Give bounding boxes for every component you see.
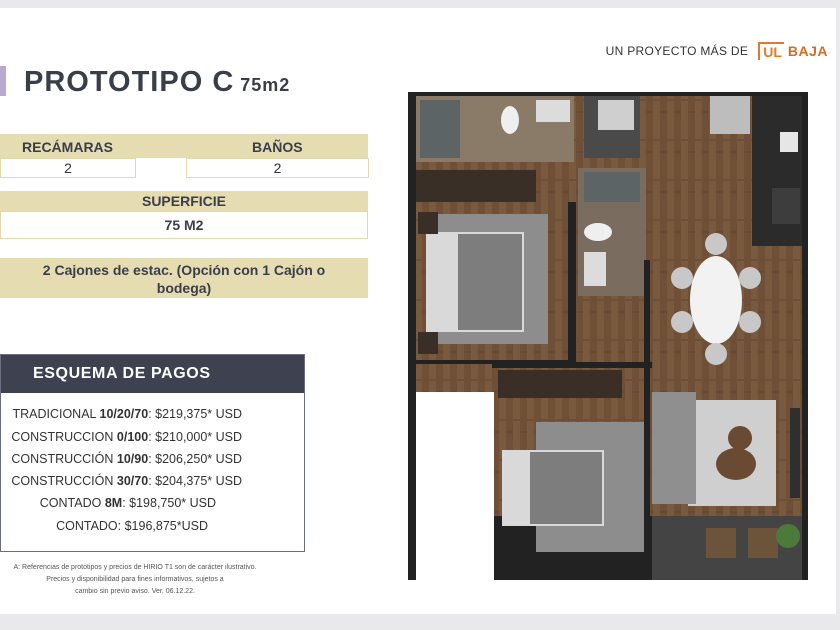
brand-block: [606, 42, 828, 60]
toilet-2: [584, 223, 612, 241]
sink-2: [584, 252, 606, 286]
bedrooms-label: RECÁMARAS: [22, 139, 113, 155]
payment-schemes-title: ESQUEMA DE PAGOS: [1, 355, 304, 393]
shower-1: [420, 100, 460, 158]
dining-chair: [671, 267, 693, 289]
disclaimer-line-1: A: Referencias de prototipos y precios de HIRIO T1 son de carácter ilustrativo.: [13, 564, 257, 571]
area-value: 75 M2: [0, 211, 368, 239]
title-accent-bar: [0, 66, 6, 96]
nightstand-2: [418, 332, 438, 354]
dining-table: [690, 256, 742, 344]
dining-chair: [739, 311, 761, 333]
sofa: [652, 392, 696, 504]
prototype-title: [24, 66, 290, 99]
payment-scheme: 8M: [104, 496, 123, 510]
bed-2-blanket: [530, 452, 602, 524]
payment-price: : $206,250* USD: [148, 452, 242, 466]
payment-label: CONSTRUCCIÓN: [11, 452, 114, 466]
closet-2: [498, 370, 622, 398]
dining-chair: [739, 267, 761, 289]
payment-label: CONTADO: [39, 496, 102, 510]
baths-value: 2: [186, 158, 369, 178]
closet-1: [416, 170, 536, 202]
parking-line-2: bodega): [156, 280, 212, 296]
payment-label: CONSTRUCCION: [11, 430, 114, 444]
brand-logo-ul: UL: [758, 42, 784, 60]
plan-cutout: [416, 392, 494, 580]
payment-scheme: 10/20/70: [99, 407, 149, 421]
payment-row: [11, 452, 242, 466]
terrace-chair: [706, 528, 736, 558]
terrace-chair: [748, 528, 778, 558]
living-wall: [644, 260, 650, 580]
shower-2: [584, 172, 640, 202]
payment-row: [11, 474, 242, 488]
baths-label: BAÑOS: [252, 139, 303, 155]
prototype-name: PROTOTIPO C: [24, 66, 235, 98]
parking-line-1: 2 Cajones de estac. (Opción con 1 Cajón o: [42, 262, 326, 278]
dining-chair: [705, 343, 727, 365]
bedroom-2-wall: [492, 362, 652, 368]
specs-header-row: [0, 134, 368, 158]
payment-label: CONTADO: [56, 519, 118, 533]
area-label: SUPERFICIE: [0, 191, 368, 211]
prototype-area: 75m2: [240, 75, 291, 95]
brand-text: UN PROYECTO MÁS DE: [605, 44, 749, 58]
sink-1: [536, 100, 570, 122]
payment-price: : $204,375* USD: [148, 474, 242, 488]
stove: [772, 188, 800, 224]
side-table: [716, 448, 756, 480]
plant-icon: [776, 524, 800, 548]
brand-logo-name: BAJA: [787, 43, 828, 59]
payment-price: : $196,875*USD: [117, 519, 208, 533]
washer: [598, 100, 634, 130]
payment-price: : $210,000* USD: [148, 430, 242, 444]
toilet-1: [501, 106, 519, 134]
fridge: [710, 96, 750, 134]
payment-row: [11, 430, 242, 444]
bedrooms-value: 2: [0, 158, 136, 178]
parking-note: [0, 258, 368, 298]
payment-scheme: 10/90: [116, 452, 149, 466]
interior-wall-2: [568, 202, 576, 362]
payment-scheme: 0/100: [116, 430, 149, 444]
dining-chair: [671, 311, 693, 333]
disclaimer-line-3: cambio sin previo aviso. Ver. 06.12.22.: [75, 588, 195, 595]
coffee-table: [728, 426, 752, 450]
bed-1-blanket: [458, 234, 522, 330]
payment-scheme: 30/70: [116, 474, 149, 488]
disclaimer-line-2: Precios y disponibilidad para fines informativos, sujetos a: [46, 576, 224, 583]
kitchen-sink: [780, 132, 798, 152]
payment-row: [40, 496, 216, 510]
payment-label: CONSTRUCCIÓN: [11, 474, 114, 488]
payment-label: TRADICIONAL: [12, 407, 97, 421]
tv-unit: [790, 408, 800, 498]
brand-logo: [758, 42, 828, 60]
payment-price: : $219,375* USD: [148, 407, 242, 421]
payment-row: [56, 519, 208, 533]
payment-schemes-panel: [0, 354, 305, 552]
disclaimer: [0, 562, 270, 598]
dining-chair: [705, 233, 727, 255]
payment-row: [12, 407, 242, 421]
floor-plan-illustration: [408, 92, 808, 580]
payment-price: : $198,750* USD: [122, 496, 216, 510]
nightstand-1: [418, 212, 438, 234]
